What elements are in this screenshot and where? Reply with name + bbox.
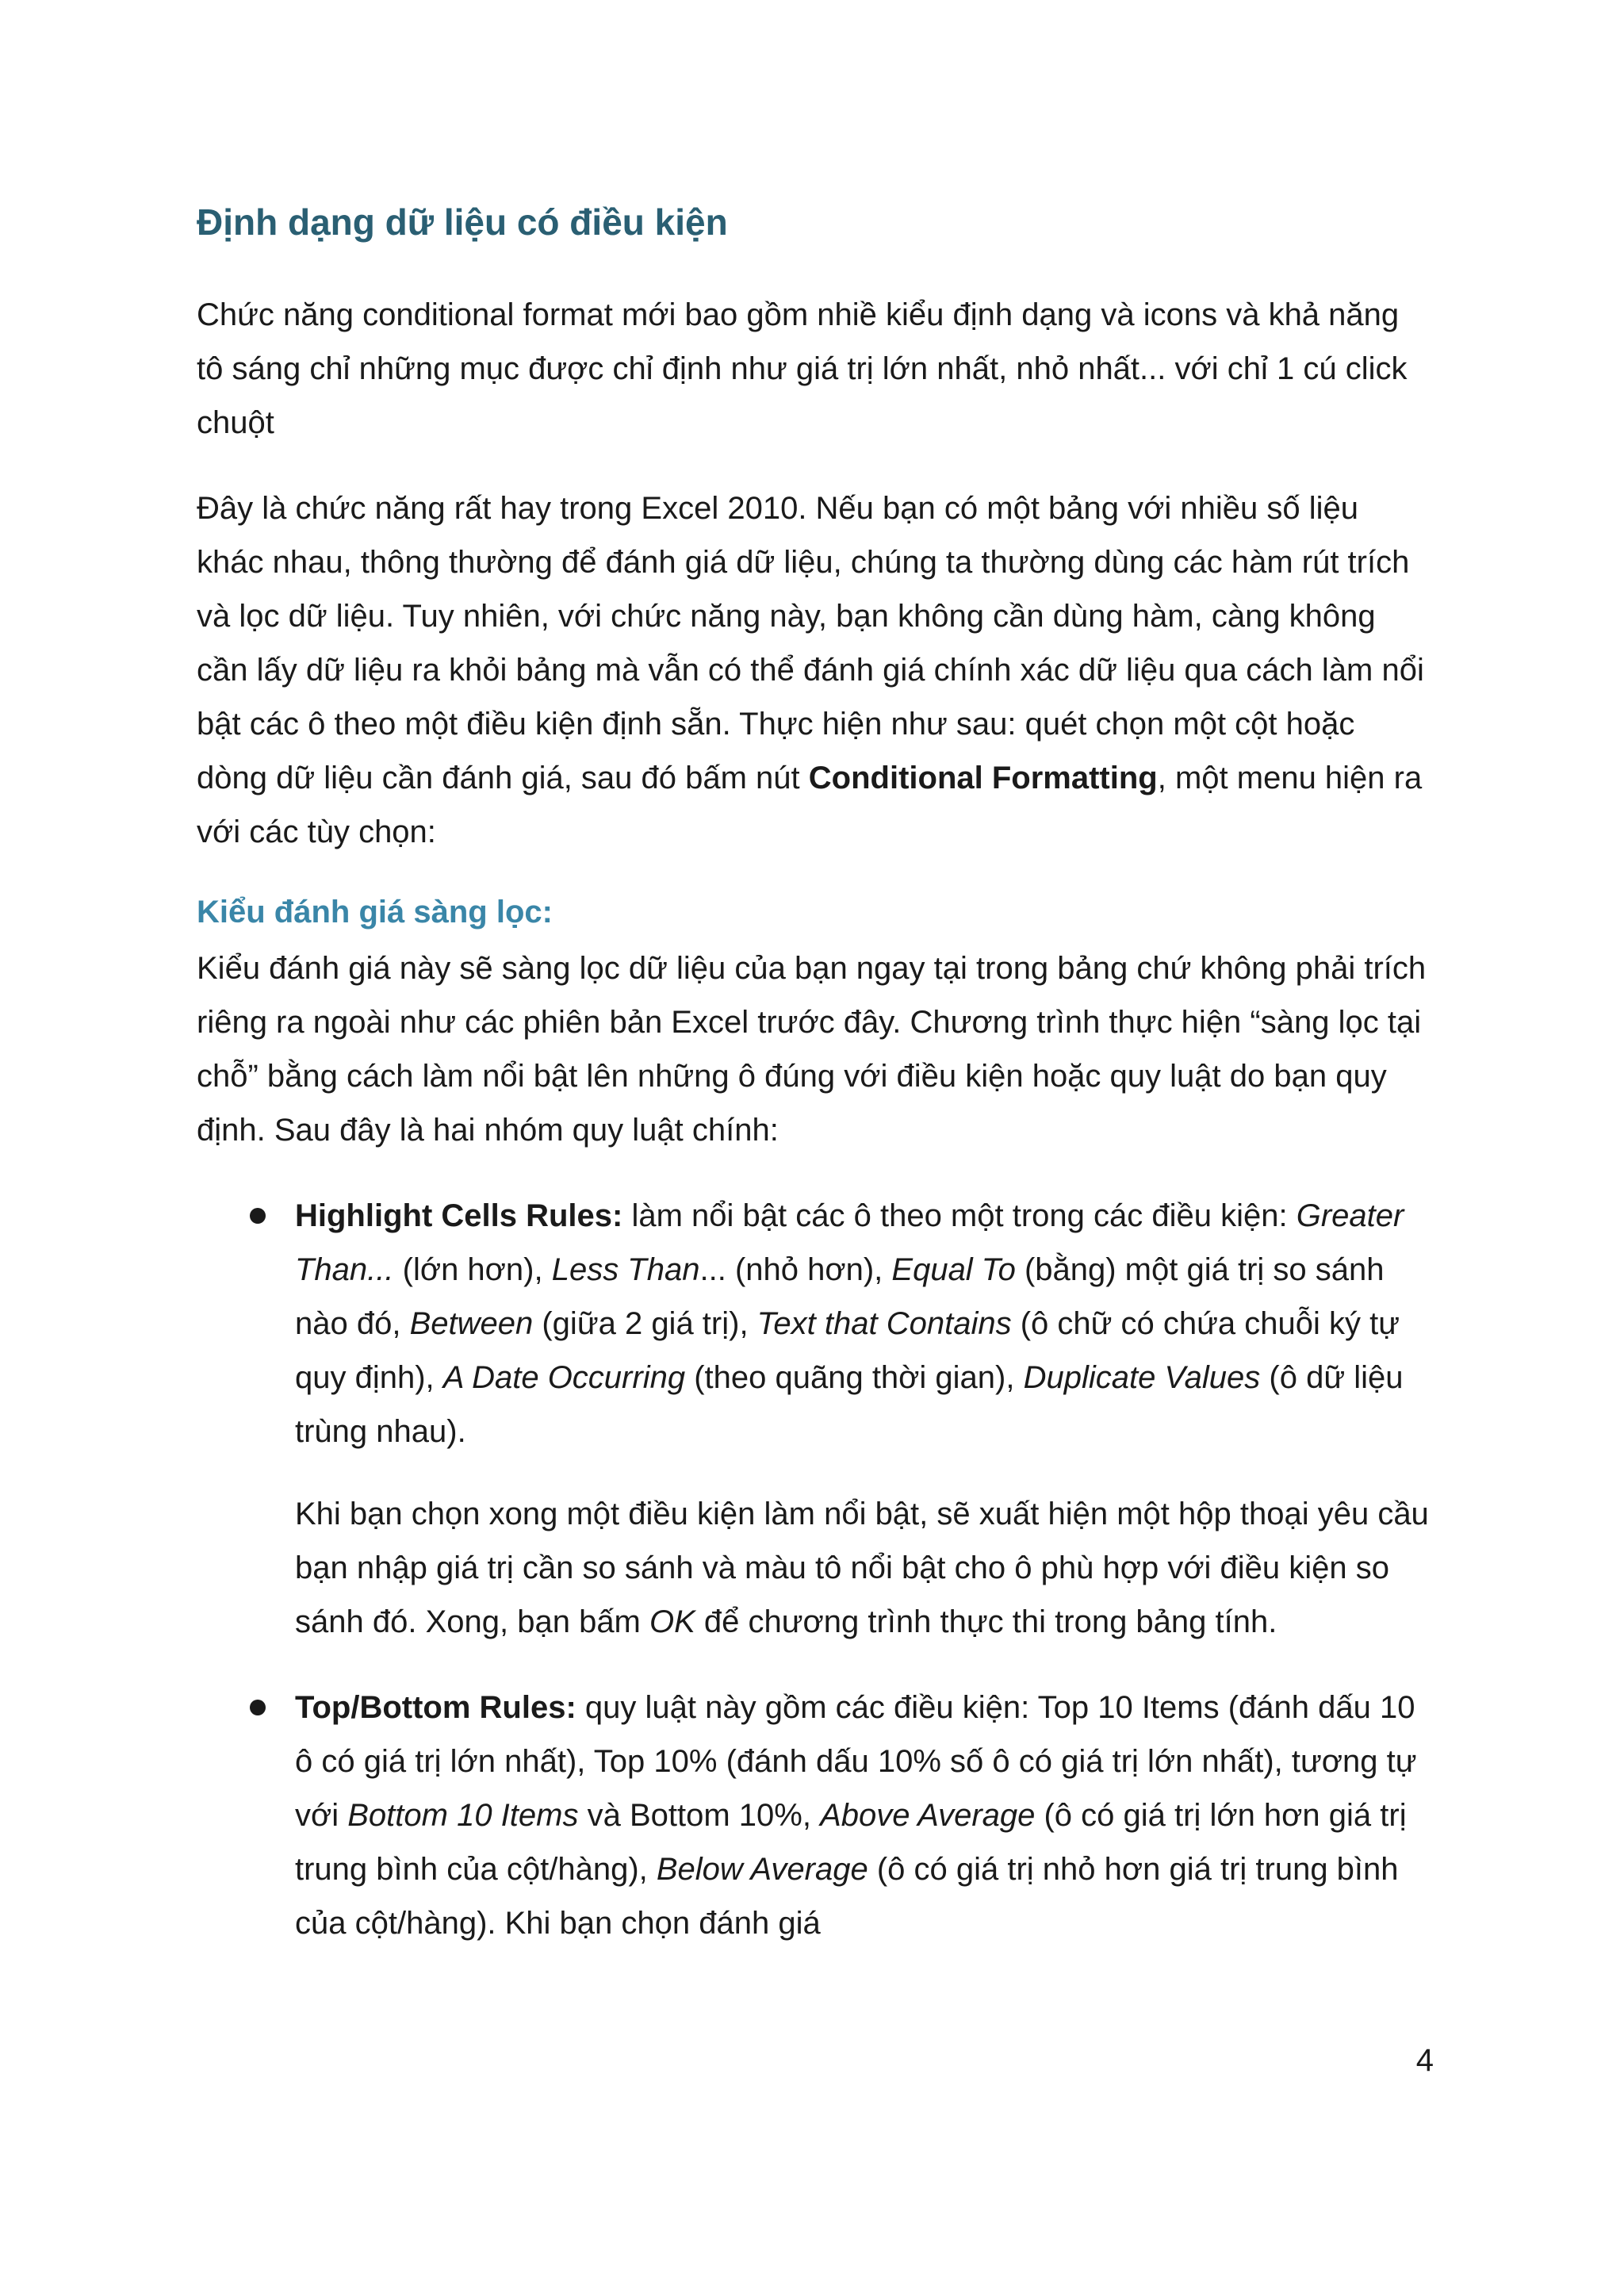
- top-bottom-rules-title: Top/Bottom Rules:: [295, 1690, 576, 1725]
- text: (ô dữ liệu trùng nhau).: [295, 1360, 1404, 1449]
- top-bottom-rules-paragraph: [295, 1681, 1434, 1950]
- paragraph-text: , một menu hiện ra với các tùy chọn:: [197, 761, 1423, 849]
- term: Duplicate Values: [1023, 1360, 1261, 1395]
- filter-paragraph: Kiểu đánh giá này sẽ sàng lọc dữ liệu của bạn ngay tại trong bảng chứ không phải trích riêng ra ngoài như các phiên bản Excel trước đây. Chương trình thực hiện “sàng lọc tại chỗ” bằng cách làm nổi bật lên những ô đúng với điều kiện hoặc quy luật do bạn quy định. Sau đây là hai nhóm quy luật chính:: [197, 951, 1427, 1148]
- conditional-formatting-paragraph: [197, 481, 1434, 859]
- text: (ô có giá trị lớn hơn giá trị trung bình của cột/hàng),: [295, 1798, 1407, 1887]
- highlight-rules-title: Highlight Cells Rules:: [295, 1198, 623, 1233]
- list-item-highlight-cells-rules: [197, 1189, 1434, 1649]
- term: Greater Than...: [295, 1198, 1404, 1287]
- section-subheading: Kiểu đánh giá sàng lọc:: [197, 895, 553, 930]
- term: Above Average: [820, 1798, 1036, 1833]
- term: Between: [409, 1306, 534, 1341]
- paragraph-text: Đây là chức năng rất hay trong Excel 2010. Nếu bạn có một bảng với nhiều số liệu khác nhau, thông thường để đánh giá dữ liệu, chúng ta thường dùng các hàm rút trích và lọc dữ liệu. Tuy nhiên, với chức năng này, bạn không cần dùng hàm, càng không cần lấy dữ liệu ra khỏi bảng mà vẫn có thể đánh giá chính xác dữ liệu qua cách làm nổi bật các ô theo một điều kiện định sẵn. Thực hiện như sau: quét chọn một cột hoặc dòng dữ liệu cần đánh giá, sau đó bấm nút: [197, 491, 1424, 795]
- text: và Bottom 10%,: [578, 1798, 821, 1833]
- text: (bằng) một giá trị so sánh nào đó,: [295, 1252, 1385, 1341]
- text: (giữa 2 giá trị),: [533, 1306, 757, 1341]
- text: quy luật này gồm các điều kiện: Top 10 Items (đánh dấu 10 ô có giá trị lớn nhất), Top 10% (đánh dấu 10% số ô có giá trị lớn nhất), tương tự với: [295, 1690, 1417, 1833]
- highlight-rules-paragraph: [295, 1189, 1434, 1458]
- text: làm nổi bật các ô theo một trong các điều kiện:: [622, 1198, 1297, 1233]
- page-content: [197, 194, 1434, 1982]
- bullet-icon: [250, 1700, 266, 1715]
- term: Equal To: [891, 1252, 1016, 1287]
- term: A Date Occurring: [442, 1360, 686, 1395]
- conditional-formatting-term: Conditional Formatting: [808, 761, 1158, 795]
- text: (lớn hơn),: [393, 1252, 552, 1287]
- text: để chương trình thực thi trong bảng tính.: [695, 1604, 1277, 1639]
- list-item-top-bottom-rules: [197, 1681, 1434, 1950]
- bullet-icon: [250, 1208, 266, 1224]
- rules-list: [197, 1189, 1434, 1950]
- highlight-rules-dialog-paragraph: [295, 1487, 1434, 1649]
- text: ... (nhỏ hơn),: [699, 1252, 892, 1287]
- page-title: Định dạng dữ liệu có điều kiện: [197, 201, 728, 243]
- text: (theo quãng thời gian),: [685, 1360, 1024, 1395]
- term: Less Than: [551, 1252, 700, 1287]
- term: Text that Contains: [756, 1306, 1012, 1341]
- term: Below Average: [656, 1852, 868, 1887]
- text: Khi bạn chọn xong một điều kiện làm nổi bật, sẽ xuất hiện một hộp thoại yêu cầu bạn nhập giá trị cần so sánh và màu tô nổi bật cho ô phù hợp với điều kiện so sánh đó. Xong, bạn bấm: [295, 1497, 1429, 1639]
- term: Bottom 10 Items: [347, 1798, 579, 1833]
- page-number: 4: [1415, 2043, 1434, 2078]
- text: (ô chữ có chứa chuỗi ký tự quy định),: [295, 1306, 1400, 1395]
- ok-term: OK: [649, 1604, 695, 1639]
- text: (ô có giá trị nhỏ hơn giá trị trung bình của cột/hàng). Khi bạn chọn đánh giá: [295, 1852, 1399, 1941]
- intro-paragraph: Chức năng conditional format mới bao gồm nhiề kiểu định dạng và icons và khả năng tô sáng chỉ những mục được chỉ định như giá trị lớn nhất, nhỏ nhất... với chỉ 1 cú click chuột: [197, 297, 1408, 440]
